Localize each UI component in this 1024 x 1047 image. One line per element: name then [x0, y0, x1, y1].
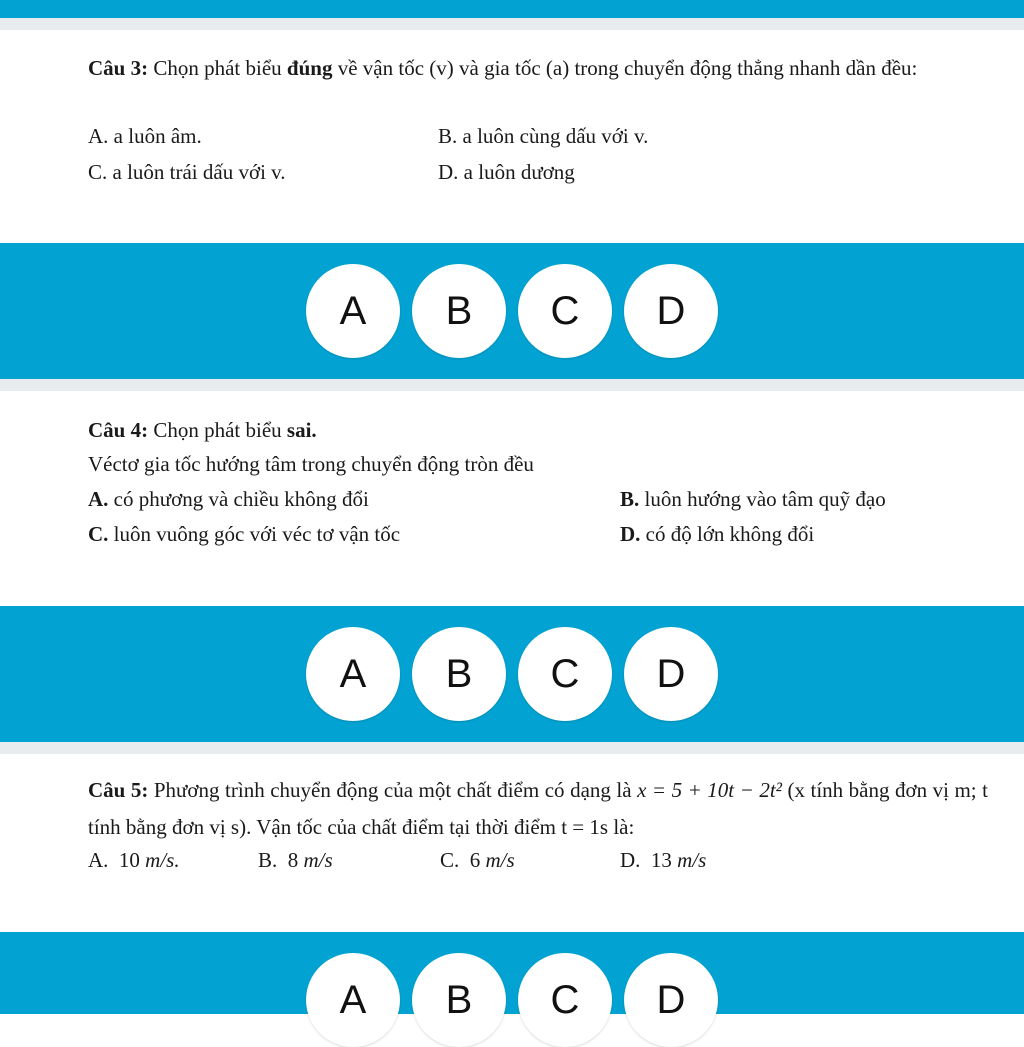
answer-choices-q3	[0, 264, 1024, 358]
q3-choice-d-button[interactable]: D	[624, 264, 718, 358]
answer-choices-q5	[0, 953, 1024, 1047]
q3-choice-c-button[interactable]: C	[518, 264, 612, 358]
q4-choice-d-button[interactable]: D	[624, 627, 718, 721]
q3-option-d: D. a luôn dương	[438, 160, 575, 184]
q4-option-b: B. luôn hướng vào tâm quỹ đạo	[620, 487, 886, 511]
q5-formula: x = 5 + 10t − 2t²	[637, 778, 782, 802]
q4-choice-c-button[interactable]: C	[518, 627, 612, 721]
separator	[0, 742, 1024, 754]
separator	[0, 18, 1024, 30]
q3-option-b: B. a luôn cùng dấu với v.	[438, 124, 649, 148]
q5-choice-c-button[interactable]: C	[518, 953, 612, 1047]
q4-option-d: D. có độ lớn không đổi	[620, 522, 815, 546]
q4-option-a: A. có phương và chiều không đổi	[88, 487, 369, 511]
q4-choice-a-button[interactable]: A	[306, 627, 400, 721]
q5-choice-a-button[interactable]: A	[306, 953, 400, 1047]
question-4-title: Câu 4: Chọn phát biểu sai.	[88, 418, 317, 442]
answer-choices-q4	[0, 627, 1024, 721]
separator	[0, 379, 1024, 391]
q5-choice-d-button[interactable]: D	[624, 953, 718, 1047]
q4-choice-b-button[interactable]: B	[412, 627, 506, 721]
q5-option-a: A. 10 m/s.	[88, 848, 180, 872]
q3-choice-b-button[interactable]: B	[412, 264, 506, 358]
q5-option-b: B. 8 m/s	[258, 848, 333, 872]
q5-option-c: C. 6 m/s	[440, 848, 515, 872]
question-3-text: Câu 3: Chọn phát biểu đúng về vận tốc (v) và gia tốc (a) trong chuyển động thẳng nhanh dần đều:	[88, 56, 918, 80]
q3-option-c: C. a luôn trái dấu với v.	[88, 160, 286, 184]
q3-option-a: A. a luôn âm.	[88, 124, 202, 148]
q5-option-d: D. 13 m/s	[620, 848, 707, 872]
question-4-subtext: Véctơ gia tốc hướng tâm trong chuyển động tròn đều	[88, 452, 534, 476]
q3-choice-a-button[interactable]: A	[306, 264, 400, 358]
q4-option-c: C. luôn vuông góc với véc tơ vận tốc	[88, 522, 401, 546]
top-band	[0, 0, 1024, 18]
q5-choice-b-button[interactable]: B	[412, 953, 506, 1047]
question-5-text: Câu 5: Phương trình chuyển động của một chất điểm có dạng là x = 5 + 10t − 2t² (x tính bằng đơn vị m; t tính bằng đơn vị s). Vận tốc của chất điểm tại thời điểm t = 1s là:	[88, 778, 988, 839]
